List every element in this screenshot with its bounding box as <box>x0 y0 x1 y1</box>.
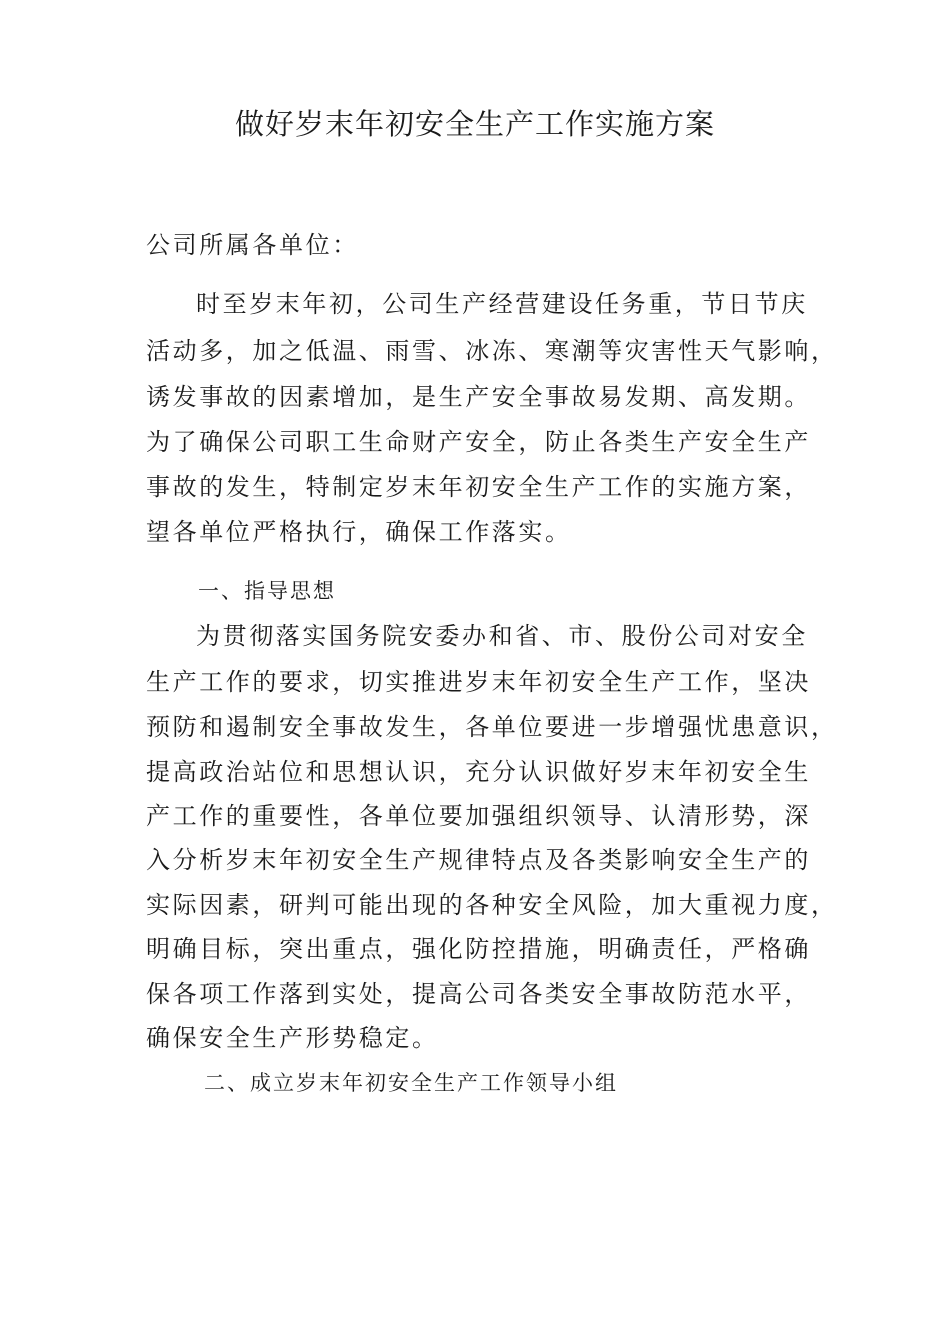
intro-line-1: 时至岁末年初，公司生产经营建设任务重，节日节庆 <box>196 290 808 318</box>
intro-line-6: 望各单位严格执行，确保工作落实。 <box>146 518 572 546</box>
section-1-line-1: 为贯彻落实国务院安委办和省、市、股份公司对安全 <box>196 622 808 650</box>
section-1-heading: 一、指导思想 <box>198 579 336 603</box>
section-1-line-4: 提高政治站位和思想认识，充分认识做好岁末年初安全生 <box>146 758 811 786</box>
intro-line-2: 活动多，加之低温、雨雪、冰冻、寒潮等灾害性天气影响， <box>146 337 838 365</box>
section-1-line-3: 预防和遏制安全事故发生，各单位要进一步增强忧患意识， <box>146 713 838 741</box>
document-title: 做好岁末年初安全生产工作实施方案 <box>234 107 715 141</box>
section-1-line-7: 实际因素，研判可能出现的各种安全风险，加大重视力度， <box>146 891 838 919</box>
section-1-line-2: 生产工作的要求，切实推进岁末年初安全生产工作，坚决 <box>146 668 811 696</box>
intro-line-4: 为了确保公司职工生命财产安全，防止各类生产安全生产 <box>146 428 811 456</box>
section-1-line-6: 入分析岁末年初安全生产规律特点及各类影响安全生产的 <box>146 846 811 874</box>
section-1-line-9: 保各项工作落到实处，提高公司各类安全事故防范水平， <box>146 980 811 1008</box>
section-1-line-8: 明确目标，突出重点，强化防控措施，明确责任，严格确 <box>146 935 811 963</box>
intro-line-5: 事故的发生，特制定岁末年初安全生产工作的实施方案， <box>146 473 811 501</box>
section-1-line-10: 确保安全生产形势稳定。 <box>146 1024 439 1052</box>
intro-line-3: 诱发事故的因素增加，是生产安全事故易发期、高发期。 <box>146 383 811 411</box>
salutation: 公司所属各单位： <box>146 231 359 259</box>
section-2-heading: 二、成立岁末年初安全生产工作领导小组 <box>204 1071 618 1095</box>
section-1-line-5: 产工作的重要性，各单位要加强组织领导、认清形势，深 <box>146 802 811 830</box>
